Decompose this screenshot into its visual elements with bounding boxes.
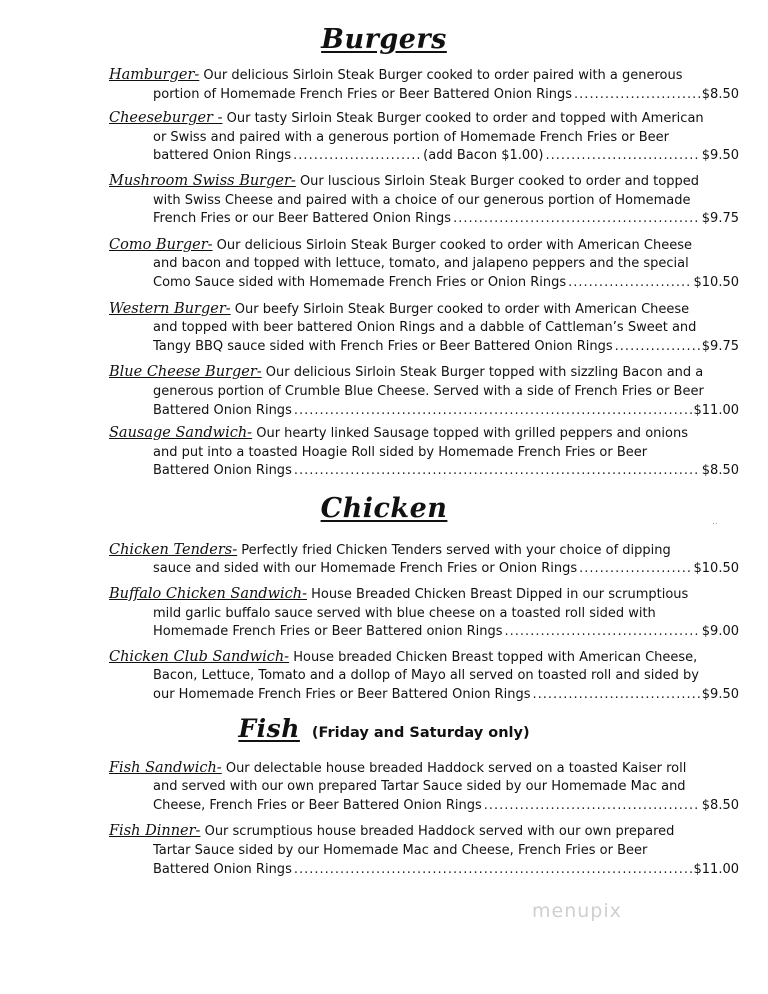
menu-item-mushroom-swiss-burger	[109, 172, 739, 229]
leader-dots	[294, 402, 692, 421]
item-description: French Fries or our Beer Battered Onion Rings	[153, 211, 452, 227]
leader-dots	[568, 274, 691, 293]
item-price: $9.50	[701, 148, 739, 164]
item-description: Our delicious Sirloin Steak Burger cooked to order paired with a generous	[199, 68, 683, 83]
menu-item-western-burger	[109, 300, 739, 357]
menu-item-blue-cheese-burger	[109, 363, 739, 420]
item-price: $9.75	[701, 211, 739, 227]
item-description: sauce and sided with our Homemade French Fries or Onion Rings	[153, 561, 578, 577]
leader-dots	[546, 147, 700, 166]
item-price: $9.00	[701, 624, 739, 640]
menu-item-fish-dinner	[109, 822, 739, 879]
item-description: or Swiss and paired with a generous portion of Homemade French Fries or Beer	[153, 129, 670, 145]
item-description: Our delicious Sirloin Steak Burger topped with sizzling Bacon and a	[261, 365, 704, 381]
item-description: Our beefy Sirloin Steak Burger cooked to order with American Cheese	[230, 301, 690, 317]
menu-item-chicken-club-sandwich	[109, 648, 739, 705]
item-description: Tartar Sauce sided by our Homemade Mac and Cheese, French Fries or Beer	[153, 843, 648, 858]
item-description: mild garlic buffalo sauce served with blue cheese on a toasted roll sided with	[153, 605, 656, 621]
item-price: $9.75	[701, 338, 739, 354]
item-description: Bacon, Lettuce, Tomato and a dollop of Mayo all served on toasted roll and sided by	[153, 668, 699, 684]
item-price: $10.50	[693, 561, 739, 577]
leader-dots	[484, 797, 700, 816]
item-name: Chicken Tenders-	[109, 541, 238, 558]
item-description: Homemade French Fries or Beer Battered onion Rings	[153, 624, 503, 640]
leader-dots	[615, 338, 700, 357]
item-description: House breaded Chicken Breast topped with American Cheese,	[289, 649, 698, 665]
section-title-chicken: Chicken	[320, 492, 448, 524]
item-description: Battered Onion Rings	[153, 402, 292, 418]
item-description: portion of Homemade French Fries or Beer Battered Onion Rings	[153, 86, 573, 102]
item-price: $11.00	[693, 861, 739, 877]
leader-dots	[294, 462, 700, 481]
menu-item-como-burger	[109, 236, 739, 293]
leader-dots	[505, 623, 700, 642]
item-price: $8.50	[701, 797, 739, 813]
leader-dots	[294, 861, 692, 880]
item-description: Como Sauce sided with Homemade French Fries or Onion Rings	[153, 274, 567, 290]
menu-item-fish-sandwich	[109, 759, 739, 816]
leader-dots	[293, 147, 421, 166]
leader-dots	[453, 210, 700, 229]
item-description: Our hearty linked Sausage topped with grilled peppers and onions	[252, 426, 688, 442]
item-price: $8.50	[701, 463, 739, 479]
item-description: and bacon and topped with lettuce, tomato, and jalapeno peppers and the special	[153, 256, 689, 272]
section-title-fish: Fish	[238, 713, 300, 743]
item-name: Fish Sandwich-	[109, 759, 222, 776]
leader-dots	[574, 86, 700, 105]
leader-dots	[532, 686, 699, 705]
section-note-fish: (Friday and Saturday only)	[311, 724, 530, 741]
menu-item-cheeseburger	[109, 109, 739, 166]
leader-dots	[579, 560, 691, 579]
item-name: Mushroom Swiss Burger-	[109, 172, 296, 189]
section-title-burgers: Burgers	[321, 24, 447, 55]
item-price: $11.00	[693, 402, 739, 418]
item-name: Como Burger-	[109, 236, 213, 253]
item-price: $10.50	[693, 274, 739, 290]
menu-item-buffalo-chicken-sandwich	[109, 585, 739, 642]
item-name: Fish Dinner-	[109, 823, 201, 840]
item-name: Western Burger-	[109, 300, 231, 317]
item-description: with Swiss Cheese and paired with a choice of our generous portion of Homemade	[153, 192, 691, 208]
item-name: Blue Cheese Burger-	[109, 364, 262, 381]
item-description: and topped with beer battered Onion Rings and a dabble of Cattleman’s Sweet and	[153, 320, 697, 336]
item-addon: (add Bacon $1.00)	[423, 148, 544, 164]
item-name: Sausage Sandwich-	[109, 425, 253, 442]
item-name: Buffalo Chicken Sandwich-	[109, 586, 308, 603]
item-price: $9.50	[701, 687, 739, 703]
item-description: Our luscious Sirloin Steak Burger cooked to order and topped	[295, 173, 699, 189]
item-name: Chicken Club Sandwich-	[109, 648, 290, 665]
item-price: $8.50	[701, 86, 739, 102]
menu-item-chicken-tenders	[109, 541, 739, 579]
section-header-fish	[0, 711, 768, 750]
menu-item-hamburger	[109, 66, 739, 104]
scan-speck: ..	[712, 517, 718, 527]
item-description: Our tasty Sirloin Steak Burger cooked to order and topped with American	[222, 111, 704, 127]
menu-item-sausage-sandwich	[109, 424, 739, 481]
item-description: and served with our own prepared Tartar Sauce sided by our Homemade Mac and	[153, 779, 686, 795]
watermark-logo: menupix	[532, 900, 622, 922]
item-description: generous portion of Crumble Blue Cheese. Served with a side of French Fries or Beer	[153, 383, 704, 399]
item-description: Battered Onion Rings	[153, 463, 292, 479]
item-description: Our delectable house breaded Haddock served on a toasted Kaiser roll	[221, 760, 687, 776]
item-name: Cheeseburger -	[109, 110, 223, 127]
item-description: House Breaded Chicken Breast Dipped in our scrumptious	[307, 587, 689, 603]
item-description: and put into a toasted Hoagie Roll sided by Homemade French Fries or Beer	[153, 444, 648, 460]
item-description: Cheese, French Fries or Beer Battered Onion Rings	[153, 797, 482, 813]
item-description: Our delicious Sirloin Steak Burger cooked to order with American Cheese	[212, 237, 692, 253]
item-description: Perfectly fried Chicken Tenders served with your choice of dipping	[237, 542, 671, 558]
item-description: Tangy BBQ sauce sided with French Fries or Beer Battered Onion Rings	[153, 338, 613, 354]
item-description: battered Onion Rings	[153, 148, 292, 164]
item-description: Battered Onion Rings	[153, 861, 292, 877]
item-description: Our scrumptious house breaded Haddock served with our own prepared	[200, 824, 675, 840]
item-description: our Homemade French Fries or Beer Battered Onion Rings	[153, 687, 531, 703]
item-name: Hamburger-	[109, 67, 200, 83]
